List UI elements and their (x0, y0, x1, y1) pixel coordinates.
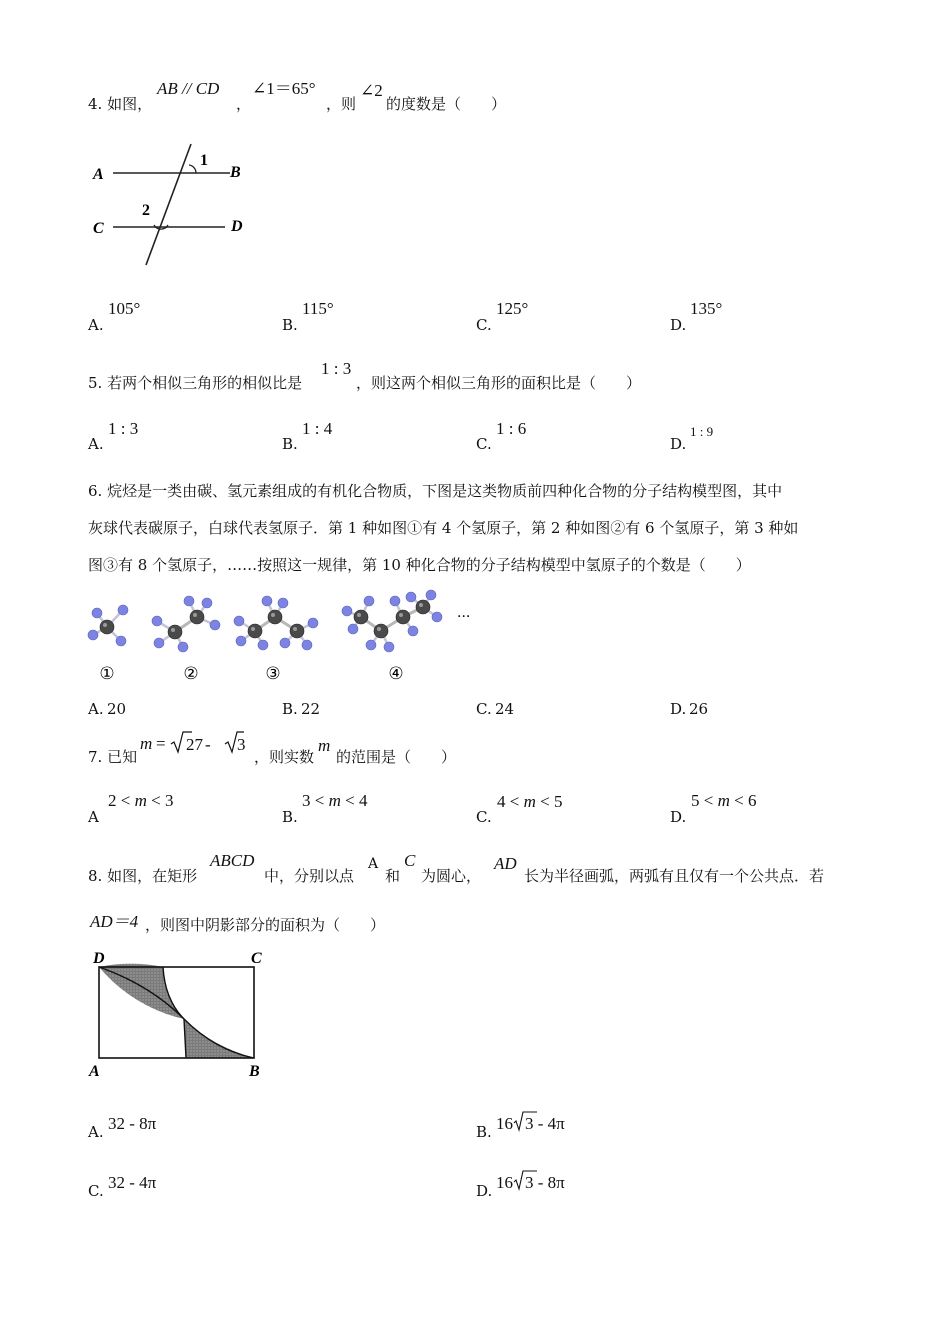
carbon-atom-highlight (193, 613, 197, 617)
hydrogen-atom (348, 624, 358, 634)
q7-option-d-value[interactable]: 5 < m < 6 (691, 791, 757, 810)
q4-option-c-letter[interactable]: C. (476, 316, 492, 334)
carbon-atom (168, 625, 182, 639)
q7-eq: = (156, 734, 166, 753)
carbon-atom (416, 600, 430, 614)
q8-option-c-value[interactable]: 32 - 4π (108, 1173, 157, 1192)
q6-line-3: 图③有 8 个氢原子，……按照这一规律，第 10 种化合物的分子结构模型中氢原子的个数是（ ） (88, 556, 751, 574)
q6-option-d-letter[interactable]: D. (670, 700, 687, 718)
q8-ad: AD (494, 854, 517, 873)
q6-option-b-value[interactable]: 22 (301, 700, 321, 718)
label-c: C (251, 950, 262, 967)
q8-rect: ABCD (210, 851, 255, 870)
q4-prefix: 4. 如图， (88, 95, 153, 113)
hydrogen-atom (408, 626, 418, 636)
carbon-atom-highlight (171, 628, 175, 632)
q4-option-d-value[interactable]: 135° (690, 299, 723, 318)
q8-option-a-value[interactable]: 32 - 8π (108, 1114, 157, 1133)
q8-text-5: ，则图中阴影部分的面积为（ ） (145, 916, 386, 934)
q8-option-c-letter[interactable]: C. (88, 1182, 104, 1200)
q8-option-d-value[interactable]: 16 3 - 8π (496, 1173, 565, 1192)
hydrogen-atom (262, 596, 272, 606)
q7-prefix: 7. 已知 (88, 748, 138, 766)
hydrogen-atom (234, 616, 244, 626)
q7-option-a-value[interactable]: 2 < m < 3 (108, 791, 174, 810)
label-d: D (231, 218, 243, 235)
q5-ratio: 1 : 3 (321, 359, 352, 378)
q4-mid: ，则 (326, 95, 357, 113)
q5-option-b-letter[interactable]: B. (282, 435, 298, 453)
hydrogen-atom (184, 596, 194, 606)
q4-option-b-value[interactable]: 115° (302, 299, 334, 318)
q7-radicand-1: 27 (186, 735, 203, 754)
q6-option-d-value[interactable]: 26 (689, 700, 709, 718)
q6-line-1: 6. 烷烃是一类由碳、氢元素组成的有机化合物质，下图是这类物质前四种化合物的分子结构模型图，其中 (88, 482, 783, 500)
q6-option-c-value[interactable]: 24 (495, 700, 515, 718)
hydrogen-atom (116, 636, 126, 646)
carbon-atom (354, 610, 368, 624)
carbon-atom (100, 620, 114, 634)
q8-figure (85, 945, 275, 1085)
q6-option-b-letter[interactable]: B. (282, 700, 298, 718)
carbon-atom-highlight (357, 613, 361, 617)
molecule-label-2: ② (183, 664, 199, 684)
q5-option-d-letter[interactable]: D. (670, 435, 687, 453)
carbon-atom-highlight (399, 613, 403, 617)
q6-option-c-letter[interactable]: C. (476, 700, 492, 718)
q7-option-c-value[interactable]: 4 < m < 5 (497, 792, 563, 811)
q4-cond-angle: ∠1＝65° (252, 79, 316, 98)
q8-condition: AD＝4 (90, 912, 139, 931)
label-b: B (230, 164, 241, 181)
hydrogen-atom (280, 638, 290, 648)
q4-suffix: 的度数是（ ） (386, 95, 507, 113)
transversal (146, 144, 191, 265)
q8-point-c: C (404, 851, 416, 870)
hydrogen-atom (88, 630, 98, 640)
q8-option-b-value[interactable]: 16 3 - 4π (496, 1114, 565, 1133)
hydrogen-atom (202, 598, 212, 608)
q7-var: m (140, 734, 153, 753)
hydrogen-atom (364, 596, 374, 606)
hydrogen-atom (152, 616, 162, 626)
hydrogen-atom (384, 642, 394, 652)
carbon-atom-highlight (103, 623, 107, 627)
label-d: D (93, 950, 105, 967)
hydrogen-atom (390, 596, 400, 606)
q5-option-c-letter[interactable]: C. (476, 435, 492, 453)
q7-option-b-letter[interactable]: B. (282, 808, 298, 826)
q8-text-4: 长为半径画弧，两弧有且仅有一个公共点．若 (524, 867, 825, 885)
hydrogen-atom (366, 640, 376, 650)
molecule-label-1: ① (99, 664, 115, 684)
q6-molecule-figure (85, 595, 485, 690)
q7-radicand-2: 3 (237, 735, 246, 754)
q4-angle2: ∠2 (360, 81, 383, 100)
q7-option-a-letter[interactable]: A (88, 808, 99, 826)
hydrogen-atom (118, 605, 128, 615)
q5-option-a-value[interactable]: 1 : 3 (108, 419, 139, 438)
q4-figure (85, 140, 255, 270)
q8-option-b-letter[interactable]: B. (476, 1123, 492, 1141)
hydrogen-atom (342, 606, 352, 616)
q5-prefix: 5. 若两个相似三角形的相似比是 (88, 374, 303, 392)
hydrogen-atom (154, 638, 164, 648)
hydrogen-atom (210, 620, 220, 630)
carbon-atom-highlight (377, 627, 381, 631)
carbon-atom (396, 610, 410, 624)
molecule-label-3: ③ (265, 664, 281, 684)
q4-option-c-value[interactable]: 125° (496, 299, 529, 318)
label-a: A (89, 1063, 100, 1080)
carbon-atom-highlight (251, 627, 255, 631)
carbon-atom (248, 624, 262, 638)
carbon-atom-highlight (271, 613, 275, 617)
q5-option-d-value[interactable]: 1 : 9 (690, 424, 714, 439)
q4-option-b-letter[interactable]: B. (282, 316, 298, 334)
carbon-atom-highlight (293, 627, 297, 631)
q4-option-a-value[interactable]: 105° (108, 299, 141, 318)
q4-cond-parallel: AB // CD (157, 79, 220, 98)
label-a: A (93, 166, 104, 183)
hydrogen-atom (178, 642, 188, 652)
carbon-atom (374, 624, 388, 638)
hydrogen-atom (92, 608, 102, 618)
hydrogen-atom (302, 640, 312, 650)
q5-option-c-value[interactable]: 1 : 6 (496, 419, 527, 438)
angle-1-arc (189, 165, 196, 173)
q8-text-2: 和 (385, 867, 401, 885)
q7-minus: - (205, 735, 211, 754)
hydrogen-atom (308, 618, 318, 628)
q8-text-1: 中，分别以点 (264, 867, 355, 885)
q6-option-a-value[interactable]: 20 (107, 700, 127, 718)
q6-option-a-letter[interactable]: A. (88, 700, 104, 718)
q8-point-a: A (368, 856, 379, 872)
hydrogen-atom (236, 636, 246, 646)
q8-option-a-letter[interactable]: A. (88, 1123, 104, 1141)
q7-var-2: m (318, 736, 331, 755)
q4-sep: ， (236, 95, 252, 113)
molecule-ellipsis: ··· (457, 609, 471, 625)
carbon-atom (268, 610, 282, 624)
molecule-label-4: ④ (388, 664, 404, 684)
hydrogen-atom (258, 640, 268, 650)
q7-option-b-value[interactable]: 3 < m < 4 (302, 791, 368, 810)
hydrogen-atom (278, 598, 288, 608)
label-2: 2 (142, 202, 150, 219)
q7-suffix: 的范围是（ ） (336, 748, 457, 766)
q8-text-3: 为圆心， (421, 867, 482, 885)
q5-option-b-value[interactable]: 1 : 4 (302, 419, 333, 438)
q5-option-a-letter[interactable]: A. (88, 435, 104, 453)
label-c: C (93, 220, 104, 237)
hydrogen-atom (432, 612, 442, 622)
q4-option-d-letter[interactable]: D. (670, 316, 687, 334)
label-1: 1 (200, 152, 208, 169)
q7-mid: ，则实数 (254, 748, 315, 766)
q8-prefix: 8. 如图，在矩形 (88, 867, 198, 885)
hydrogen-atom (426, 590, 436, 600)
q6-line-2: 灰球代表碳原子，白球代表氢原子．第 1 种如图①有 4 个氢原子，第 2 种如图②有 6 个氢原子，第 3 种如 (88, 519, 799, 537)
q4-option-a-letter[interactable]: A. (88, 316, 104, 334)
carbon-atom (290, 624, 304, 638)
q7-option-c-letter[interactable]: C. (476, 808, 492, 826)
carbon-atom (190, 610, 204, 624)
q7-option-d-letter[interactable]: D. (670, 808, 687, 826)
q5-suffix: ，则这两个相似三角形的面积比是（ ） (356, 374, 642, 392)
q8-option-d-letter[interactable]: D. (476, 1182, 493, 1200)
carbon-atom-highlight (419, 603, 423, 607)
label-b: B (249, 1063, 260, 1080)
hydrogen-atom (406, 592, 416, 602)
